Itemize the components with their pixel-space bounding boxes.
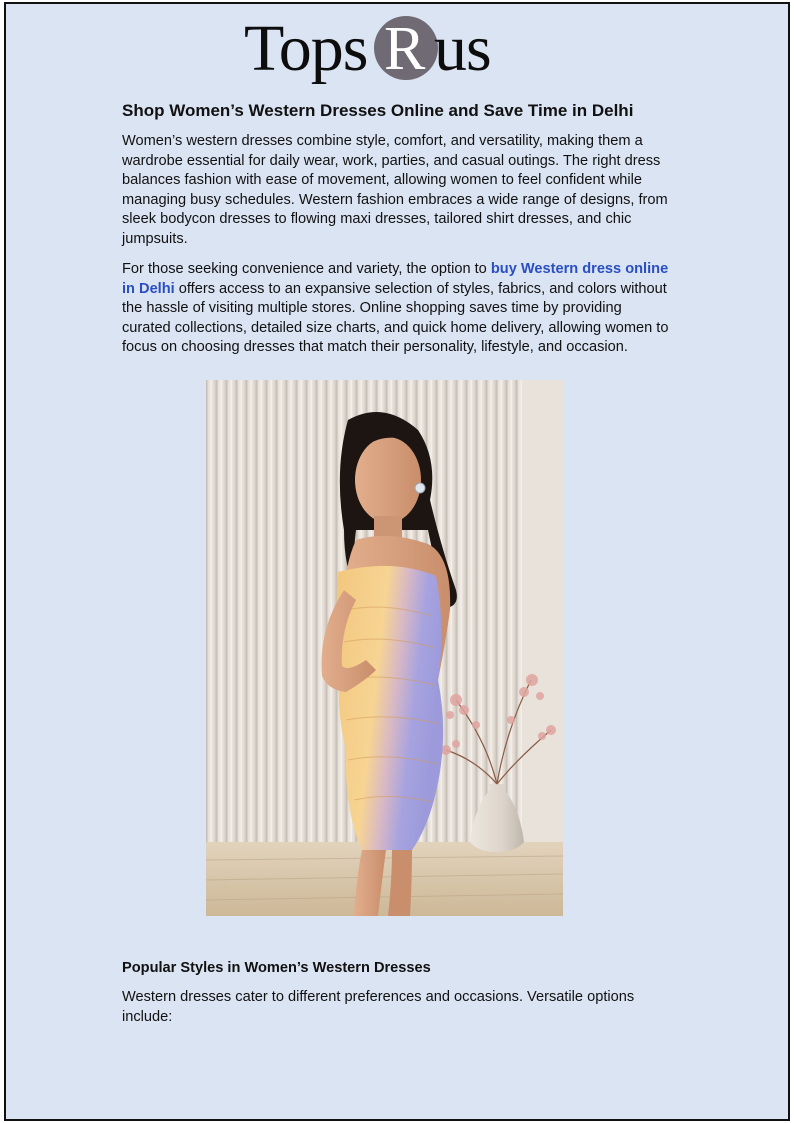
logo-text-tops: Tops	[244, 12, 368, 85]
online-shopping-paragraph	[122, 260, 674, 358]
paragraph2-text-start: For those seeking convenience and variety, the option to	[122, 261, 491, 277]
styles-intro-paragraph: Western dresses cater to different preferences and occasions. Versatile options include:	[122, 989, 635, 1025]
logo-text-us: us	[434, 12, 491, 85]
paragraph2-text-end: offers access to an expansive selection of styles, fabrics, and colors without the hassle of visiting multiple stores. Online shopping saves time by providing curated collections, detailed size charts, and quick home delivery, allowing women to focus on choosing dresses that match their personality, lifestyle, and occasion.	[122, 280, 669, 356]
document-page	[4, 2, 790, 1121]
model-dress-photo	[206, 380, 563, 916]
intro-paragraph: Women’s western dresses combine style, comfort, and versatility, making them a wardrobe essential for daily wear, work, parties, and casual outings. The right dress balances fashion with ease of movement, allowing women to feel confident while managing busy schedules. Western fashion embraces a wide range of designs, from sleek bodycon dresses to flowing maxi dresses, tailored shirt dresses, and chic jumpsuits.	[122, 133, 668, 247]
page-title: Shop Women’s Western Dresses Online and Save Time in Delhi	[122, 101, 634, 120]
logo-text-r: R	[384, 15, 426, 83]
buy-western-dress-link[interactable]: buy Western dress online in Delhi	[122, 261, 669, 297]
brand-logo[interactable]	[244, 12, 514, 92]
section-heading: Popular Styles in Women’s Western Dresses	[122, 960, 431, 976]
